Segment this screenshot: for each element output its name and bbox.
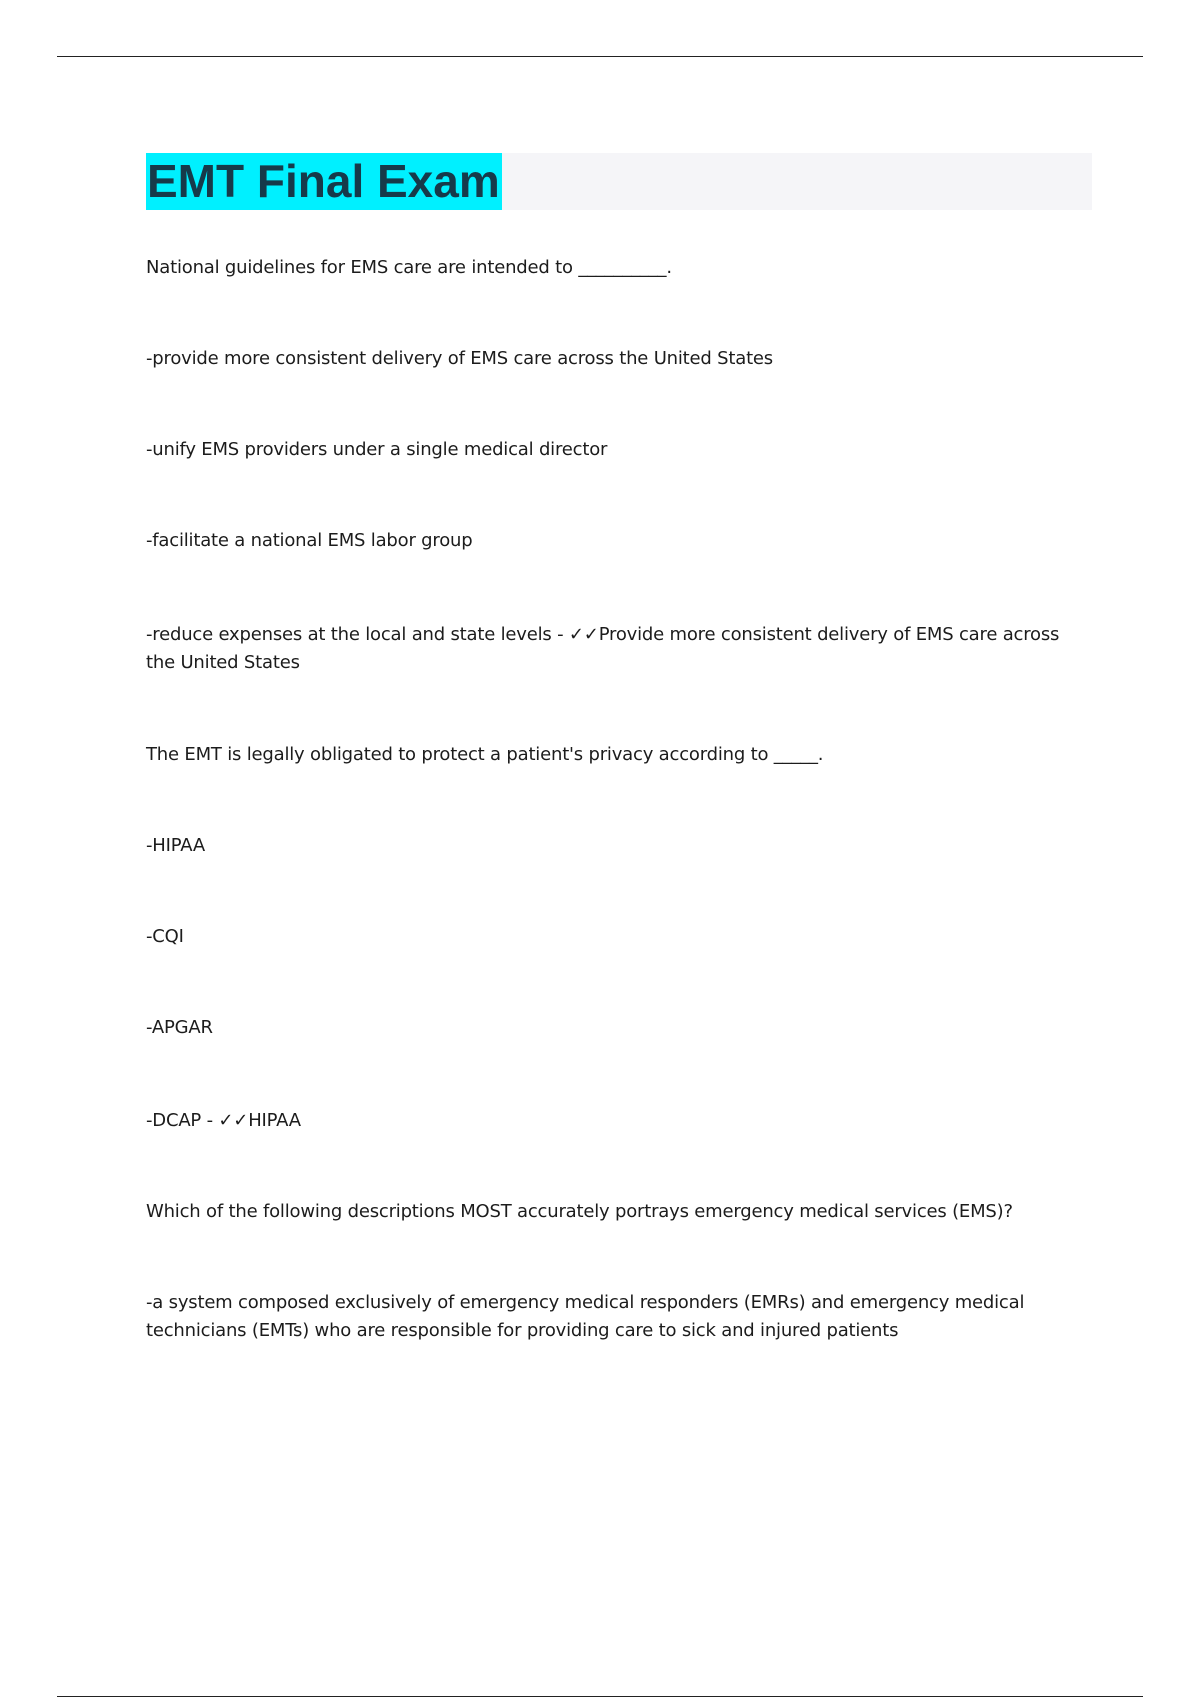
answer-option: -unify EMS providers under a single medical director [146, 439, 608, 460]
answer-option-with-key: -reduce expenses at the local and state levels - ✓✓Provide more consistent delivery of EMS care across the United States [146, 624, 1060, 673]
question-text: Which of the following descriptions MOST accurately portrays emergency medical services (EMS)? [146, 1201, 1013, 1222]
page-title: EMT Final Exam [146, 153, 502, 210]
answer-option: -HIPAA [146, 835, 205, 856]
answer-option: -CQI [146, 926, 184, 947]
question-text: National guidelines for EMS care are intended to __________. [146, 257, 672, 278]
bottom-divider [57, 1696, 1143, 1697]
answer-option: -provide more consistent delivery of EMS care across the United States [146, 348, 773, 369]
answer-option: -facilitate a national EMS labor group [146, 530, 473, 551]
top-divider [57, 56, 1143, 57]
answer-option-with-key: -DCAP - ✓✓HIPAA [146, 1110, 301, 1131]
question-text: The EMT is legally obligated to protect a patient's privacy according to _____. [146, 744, 824, 765]
answer-option: -a system composed exclusively of emergency medical responders (EMRs) and emergency medical technicians (EMTs) who are responsible for providing care to sick and injured patients [146, 1292, 1025, 1341]
answer-option: -APGAR [146, 1017, 213, 1038]
